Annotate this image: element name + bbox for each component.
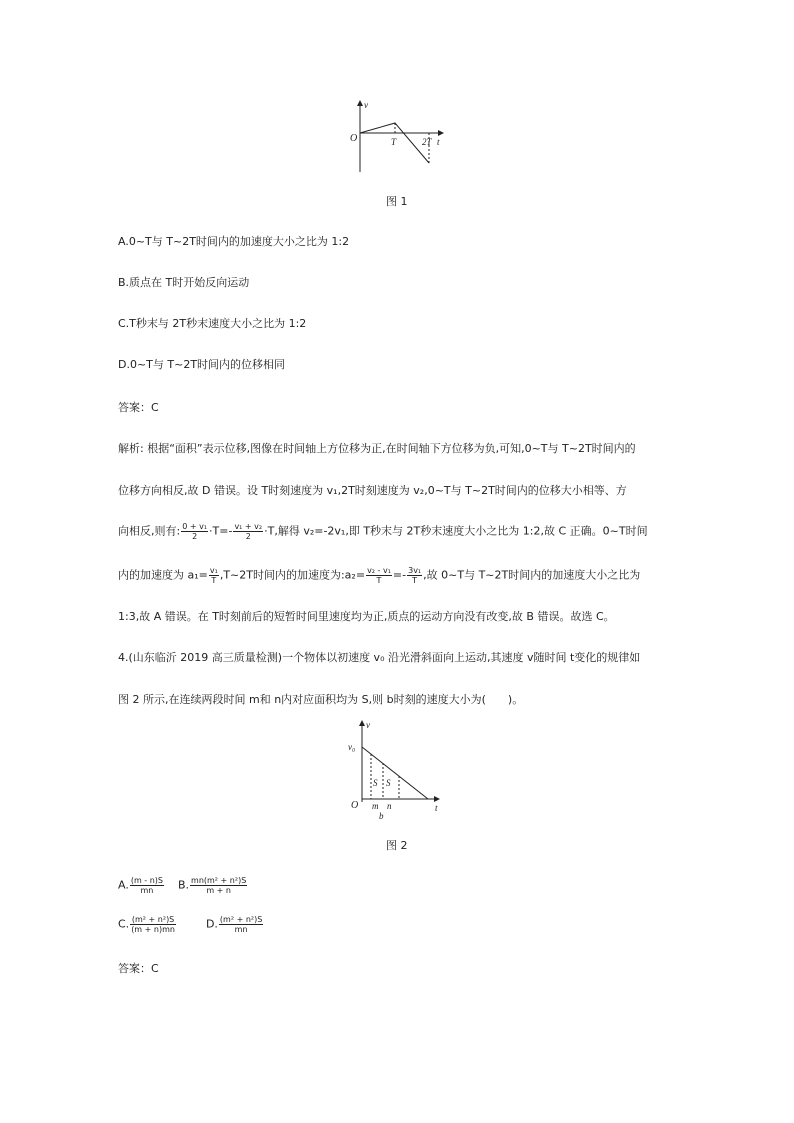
tick-2T-label: 2T [422, 137, 432, 147]
analysis-4-text-b: ,T~2T时间内的加速度为:a₂= [219, 568, 366, 582]
option-c-num: (m² + n²)S [131, 915, 175, 924]
option-b-fraction [190, 876, 247, 895]
analysis-4-text-a: 内的加速度为 a₁= [118, 568, 208, 582]
n-label: n [387, 801, 392, 811]
option-b-den: m + n [206, 886, 231, 895]
option-d-label: D. [205, 917, 218, 931]
option-b-num: mn(m² + n²)S [191, 876, 247, 885]
analysis-3-text-b: ·T=- [209, 524, 233, 538]
option-c: C.T秒末与 2T秒末速度大小之比为 1:2 [118, 317, 307, 330]
fraction-3-den: T [211, 576, 217, 585]
analysis-3-text-a: 向相反,则有: [118, 524, 181, 538]
fraction-5 [407, 566, 422, 585]
fraction-2-num: v₁ + v₂ [234, 522, 263, 531]
area-s2-label: S [386, 778, 391, 788]
figure-2-caption: 图 2 [386, 839, 408, 852]
t-axis-arrow [434, 796, 440, 802]
fraction-4 [366, 566, 392, 585]
t-label: t [435, 803, 438, 813]
figure-1-caption: 图 1 [386, 195, 408, 208]
option-a: A.0~T与 T~2T时间内的加速度大小之比为 1:2 [118, 235, 350, 248]
option-a-label: A. [118, 878, 129, 892]
answer-q4: 答案：C [118, 962, 159, 975]
analysis-line-3 [118, 522, 648, 541]
t-axis-arrow [438, 130, 444, 136]
analysis-4-text-d: ,故 0~T与 T~2T时间内的加速度大小之比为 [423, 568, 641, 582]
t-label: t [437, 137, 440, 147]
option-d-num: (m² + n²)S [219, 915, 263, 924]
m-label: m [372, 801, 379, 811]
option-b-label: B. [177, 878, 190, 892]
option-d-den: mn [234, 925, 248, 934]
option-c-label: C. [118, 917, 130, 931]
analysis-line-1: 解析: 根据“面积”表示位移,图像在时间轴上方位移为正,在时间轴下方位移为负,可知,0~T与 T~2T时间内的 [118, 442, 636, 455]
analysis-3-text-c: ·T,解得 v₂=-2v₁,即 T秒末与 2T秒末速度大小之比为 1:2,故 C 正确。0~T时间 [264, 524, 648, 538]
analysis-4-text-c: =- [392, 568, 407, 582]
option-d: D.0~T与 T~2T时间内的位移相同 [118, 358, 286, 371]
option-a-num: (m - n)S [130, 876, 163, 885]
answer-q3: 答案：C [118, 401, 159, 414]
fraction-3-num: v₁ [209, 566, 218, 575]
figure-1-vt-graph [340, 98, 450, 178]
v-axis-arrow [359, 720, 365, 726]
option-b: B.质点在 T时开始反向运动 [118, 276, 250, 289]
analysis-line-2: 位移方向相反,故 D 错误。设 T时刻速度为 v₁,2T时刻速度为 v₂,0~T与 T~2T时间内的位移大小相等、方 [118, 484, 627, 497]
b-label: b [379, 811, 384, 821]
figure-2-vt-graph [340, 716, 450, 826]
v-label: v [366, 720, 370, 730]
option-a-den: mn [140, 886, 154, 895]
fraction-2 [233, 522, 263, 541]
q4-options-row-2 [118, 915, 264, 934]
fraction-5-num: 3v₁ [408, 566, 422, 575]
q4-stem-line-1: 4.(山东临沂 2019 高三质量检测)一个物体以初速度 v₀ 沿光滑斜面向上运动,其速度 v随时间 t变化的规律如 [118, 651, 641, 664]
tick-T-label: T [391, 137, 397, 147]
fraction-2-den: 2 [245, 532, 251, 541]
v-label: v [364, 100, 368, 110]
fraction-4-num: v₂ - v₁ [367, 566, 391, 575]
option-c-den: (m + n)mn [131, 925, 175, 934]
fraction-5-den: T [412, 576, 418, 585]
option-c-fraction [130, 915, 176, 934]
fraction-4-den: T [376, 576, 382, 585]
analysis-line-5: 1:3,故 A 错误。在 T时刻前后的短暂时间里速度均为正,质点的运动方向没有改变,故 B 错误。故选 C。 [118, 610, 615, 623]
analysis-line-4 [118, 566, 640, 585]
q4-options-row-1 [118, 876, 248, 895]
v-axis-arrow [357, 100, 363, 106]
origin-label: O [351, 800, 359, 811]
option-a-fraction [130, 876, 164, 895]
fraction-1-num: 0 + v₁ [182, 522, 208, 531]
option-d-fraction [219, 915, 263, 934]
q4-stem-line-2: 图 2 所示,在连续两段时间 m和 n内对应面积均为 S,则 b时刻的速度大小为( )。 [118, 693, 524, 706]
fraction-1-den: 2 [192, 532, 198, 541]
origin-label: O [350, 133, 358, 144]
area-s1-label: S [373, 778, 378, 788]
velocity-line [362, 747, 428, 799]
v0-label: v₀ [348, 742, 356, 752]
fraction-3 [209, 566, 219, 585]
fraction-1 [181, 522, 208, 541]
